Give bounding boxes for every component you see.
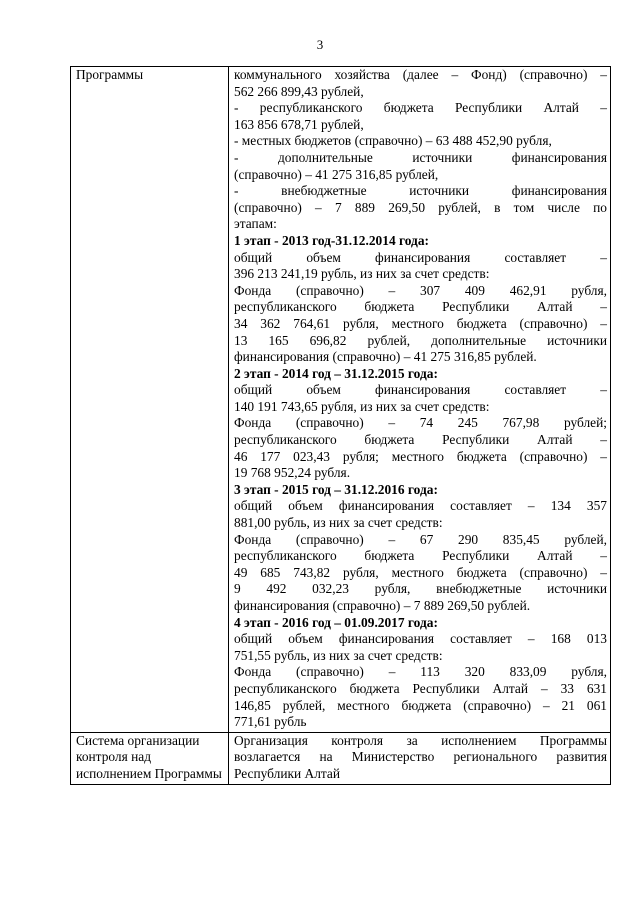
text-line: 163 856 678,71 рублей, (234, 116, 364, 132)
text-line: возлагается на Министерство регионального развития (234, 749, 607, 765)
row-label: Программы (76, 67, 144, 82)
text-line: (справочно) – 7 889 269,50 рублей, в том числе по (234, 199, 607, 215)
text-line: республиканского бюджета Республики Алтай – (234, 432, 607, 448)
stage-heading: 2 этап - 2014 год – 31.12.2015 года: (234, 365, 438, 381)
page-number: 3 (316, 37, 324, 52)
text-line: общий объем финансирования составляет – (234, 382, 607, 398)
stage-heading: 4 этап - 2016 год – 01.09.2017 года: (234, 614, 438, 630)
text-line: финансирования (справочно) – 41 275 316,85 рублей. (234, 349, 537, 365)
text-line: 34 362 764,61 рубля, местного бюджета (справочно) – (234, 315, 607, 331)
text-line: 396 213 241,19 рубль, из них за счет средств: (234, 266, 490, 282)
text-line: 146,85 рублей, местного бюджета (справочно) – 21 061 (234, 697, 607, 713)
row-content-cell (229, 67, 611, 733)
text-line: 771,61 рубль (234, 714, 307, 730)
table-row (71, 732, 611, 784)
stage-heading: 3 этап - 2015 год – 31.12.2016 года: (234, 481, 438, 497)
table-row (71, 67, 611, 733)
text-line: республиканского бюджета Республики Алтай – (234, 548, 607, 564)
text-line: 9 492 032,23 рубля, внебюджетные источники (234, 581, 607, 597)
text-line: 49 685 743,82 рубля, местного бюджета (справочно) – (234, 564, 607, 580)
text-line: общий объем финансирования составляет – 134 357 (234, 498, 607, 514)
text-line: (справочно) – 41 275 316,85 рублей, (234, 166, 439, 182)
text-line: Фонда (справочно) – 74 245 767,98 рублей; (234, 415, 607, 431)
text-line: Фонда (справочно) – 307 409 462,91 рубля, (234, 282, 607, 298)
text-line: республиканского бюджета Республики Алтай – 33 631 (234, 680, 607, 696)
stage-heading: 1 этап - 2013 год-31.12.2014 года: (234, 232, 429, 248)
text-line: этапам: (234, 216, 277, 232)
text-line: 881,00 рубль, из них за счет средств: (234, 515, 443, 531)
text-line: 46 177 023,43 рубля; местного бюджета (справочно) – (234, 448, 607, 464)
row-label-cell (71, 67, 229, 733)
row-label: Система организации контроля над исполнением Программы (76, 732, 222, 781)
text-line: республиканского бюджета Республики Алтай – (234, 299, 607, 315)
text-line: 13 165 696,82 рублей, дополнительные источники (234, 332, 607, 348)
text-line: 751,55 рубль, из них за счет средств: (234, 647, 443, 663)
text-line: Республики Алтай (234, 765, 341, 781)
passport-table (70, 66, 611, 785)
text-line: Фонда (справочно) – 113 320 833,09 рубля, (234, 664, 607, 680)
text-line: - республиканского бюджета Республики Алтай – (234, 100, 607, 116)
text-line: - внебюджетные источники финансирования (234, 183, 607, 199)
text-line: - дополнительные источники финансирования (234, 149, 607, 165)
text-line: Организация контроля за исполнением Программы (234, 732, 607, 748)
row-label-cell (71, 732, 229, 784)
text-line: 562 266 899,43 рублей, (234, 83, 364, 99)
text-line: - местных бюджетов (справочно) – 63 488 452,90 рубля, (234, 133, 552, 149)
text-line: Фонда (справочно) – 67 290 835,45 рублей, (234, 531, 607, 547)
text-line: 19 768 952,24 рубля. (234, 465, 351, 481)
row-content-cell (229, 732, 611, 784)
passport-table-body (71, 67, 611, 785)
text-line: общий объем финансирования составляет – (234, 249, 607, 265)
text-line: 140 191 743,65 рубля, из них за счет средств: (234, 398, 490, 414)
text-line: общий объем финансирования составляет – 168 013 (234, 631, 607, 647)
text-line: коммунального хозяйства (далее – Фонд) (справочно) – (234, 67, 607, 82)
text-line: финансирования (справочно) – 7 889 269,50 рублей. (234, 598, 531, 613)
